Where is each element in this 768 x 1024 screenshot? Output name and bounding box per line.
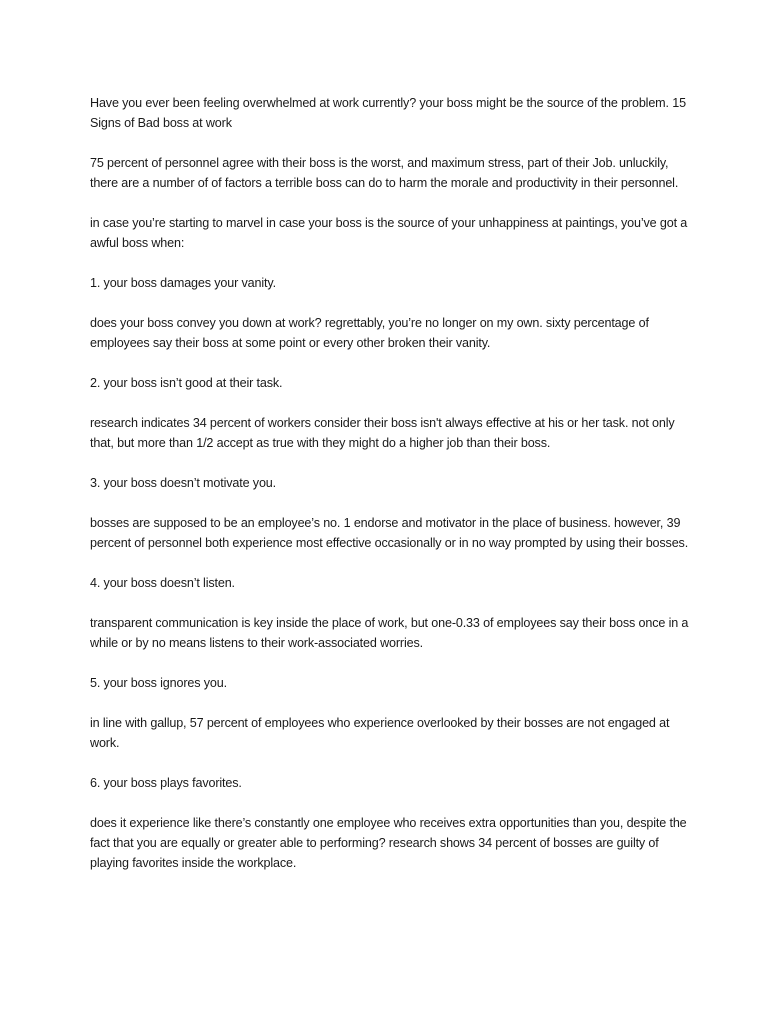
sign-heading-6: 6. your boss plays favorites. xyxy=(90,776,242,790)
document-body xyxy=(90,93,690,893)
sign-heading-5: 5. your boss ignores you. xyxy=(90,676,227,690)
sign-heading-4: 4. your boss doesn’t listen. xyxy=(90,576,235,590)
sign-heading-3: 3. your boss doesn’t motivate you. xyxy=(90,476,277,490)
sign-heading-1: 1. your boss damages your vanity. xyxy=(90,276,276,290)
sign-body-5: in line with gallup, 57 percent of employees who experience overlooked by their bosses are not engaged at work. xyxy=(90,716,670,750)
sign-body-3: bosses are supposed to be an employee’s no. 1 endorse and motivator in the place of business. however, 39 percent of personnel both experience most effective occasionally or in no way prompted by using their bosses. xyxy=(90,516,689,550)
sign-body-4: transparent communication is key inside the place of work, but one-0.33 of employees say their boss once in a while or by no means listens to their work-associated worries. xyxy=(90,616,689,650)
lead-in-paragraph: in case you’re starting to marvel in case your boss is the source of your unhappiness at paintings, you’ve got a awful boss when: xyxy=(90,216,688,250)
sign-body-2: research indicates 34 percent of workers consider their boss isn't always effective at his or her task. not only that, but more than 1/2 accept as true with they might do a higher job than their boss. xyxy=(90,416,675,450)
sign-heading-2: 2. your boss isn’t good at their task. xyxy=(90,376,283,390)
sign-body-6: does it experience like there’s constantly one employee who receives extra opportunities than you, despite the fact that you are equally or greater able to performing? research shows 34 percent of bosses are guilty of playing favorites inside the workplace. xyxy=(90,816,687,870)
sign-body-1: does your boss convey you down at work? regrettably, you’re no longer on my own. sixty percentage of employees say their boss at some point or every other broken their vanity. xyxy=(90,316,649,350)
intro-paragraph: Have you ever been feeling overwhelmed at work currently? your boss might be the source of the problem. 15 Signs of Bad boss at work xyxy=(90,96,686,130)
statistic-paragraph: 75 percent of personnel agree with their boss is the worst, and maximum stress, part of their Job. unluckily, there are a number of of factors a terrible boss can do to harm the morale and productivity in their personnel. xyxy=(90,156,679,190)
